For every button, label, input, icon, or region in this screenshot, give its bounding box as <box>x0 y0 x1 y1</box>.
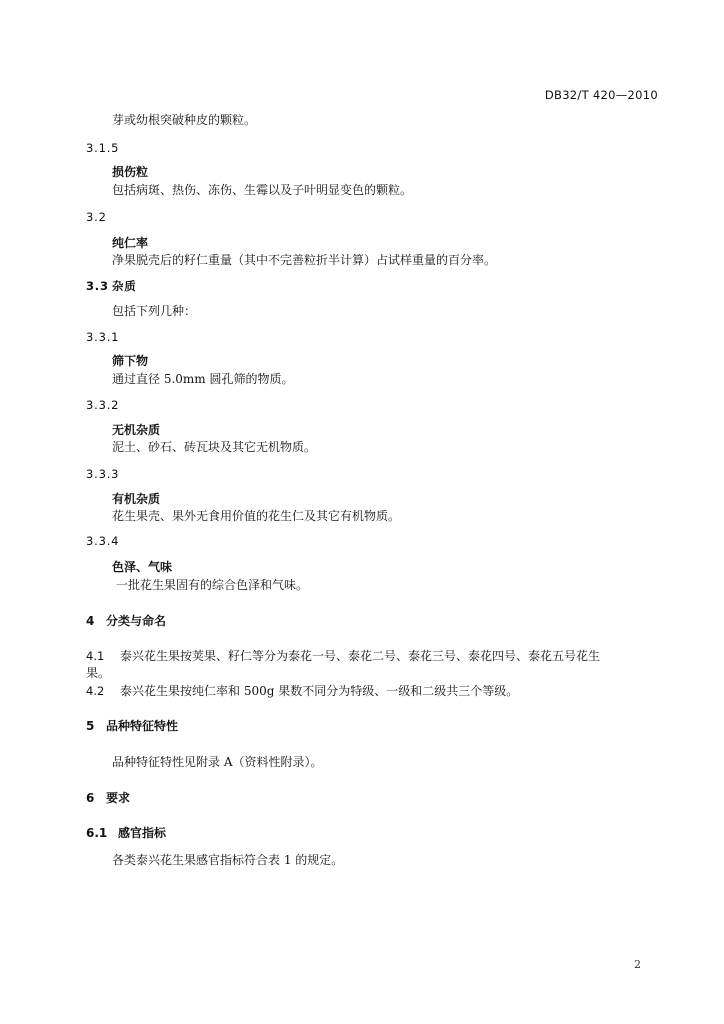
section-number: 5 <box>86 719 95 733</box>
text-line: 品种特征特性见附录 A（资料性附录）。 <box>112 755 323 769</box>
term-definition: 包括病斑、热伤、冻伤、生霉以及子叶明显变色的颗粒。 <box>112 183 413 197</box>
clause-number: 3.2 <box>86 210 107 224</box>
section-title: 要求 <box>106 791 131 805</box>
term-title: 筛下物 <box>112 354 149 368</box>
clause-title: 感官指标 <box>118 826 167 840</box>
section-number: 4 <box>86 614 95 628</box>
clause-number: 3.3.2 <box>86 398 120 412</box>
document-code: DB32/T 420—2010 <box>544 88 658 102</box>
text-line: 包括下列几种： <box>112 304 197 318</box>
clause-number: 3.3.1 <box>86 330 120 344</box>
clause-number: 4.1 <box>86 649 105 663</box>
clause-number: 4.2 <box>86 684 105 698</box>
term-definition: 泥土、砂石、砖瓦块及其它无机物质。 <box>112 440 317 454</box>
section-heading <box>86 789 130 806</box>
clause-number: 3.3.3 <box>86 467 120 481</box>
clause-paragraph <box>86 682 518 699</box>
page-number: 2 <box>634 958 641 971</box>
term-title: 无机杂质 <box>112 423 161 437</box>
term-title: 色泽、气味 <box>112 560 173 574</box>
clause-heading <box>86 824 166 841</box>
section-heading <box>86 612 166 629</box>
clause-text: 泰兴花生果按纯仁率和 500g 果数不同分为特级、一级和二级共三个等级。 <box>120 684 519 698</box>
clause-number: 3.3 <box>86 279 109 293</box>
clause-number: 3.1.5 <box>86 141 120 155</box>
clause-heading <box>86 278 137 294</box>
text-line: 各类泰兴花生果感官指标符合表 1 的规定。 <box>112 853 344 867</box>
term-title: 有机杂质 <box>112 492 161 506</box>
section-number: 6 <box>86 791 95 805</box>
section-title: 分类与命名 <box>106 614 167 628</box>
clause-title: 杂质 <box>112 279 137 293</box>
clause-text: 泰兴花生果按荚果、籽仁等分为泰花一号、泰花二号、泰花三号、泰花四号、泰花五号花生 <box>120 649 601 663</box>
text-line: 芽或幼根突破种皮的颗粒。 <box>112 113 257 127</box>
clause-number: 3.3.4 <box>86 534 120 548</box>
clause-paragraph <box>86 647 600 664</box>
section-heading <box>86 717 178 734</box>
clause-text-continued: 果。 <box>86 666 111 680</box>
term-definition: 一批花生果固有的综合色泽和气味。 <box>116 578 309 592</box>
term-definition: 净果脱壳后的籽仁重量（其中不完善粒折半计算）占试样重量的百分率。 <box>112 253 497 267</box>
term-definition: 花生果壳、果外无食用价值的花生仁及其它有机物质。 <box>112 509 401 523</box>
term-title: 损伤粒 <box>112 165 149 179</box>
term-title: 纯仁率 <box>112 236 149 250</box>
term-definition: 通过直径 5.0mm 圆孔筛的物质。 <box>112 372 294 386</box>
clause-number: 6.1 <box>86 826 108 840</box>
section-title: 品种特征特性 <box>106 719 179 733</box>
